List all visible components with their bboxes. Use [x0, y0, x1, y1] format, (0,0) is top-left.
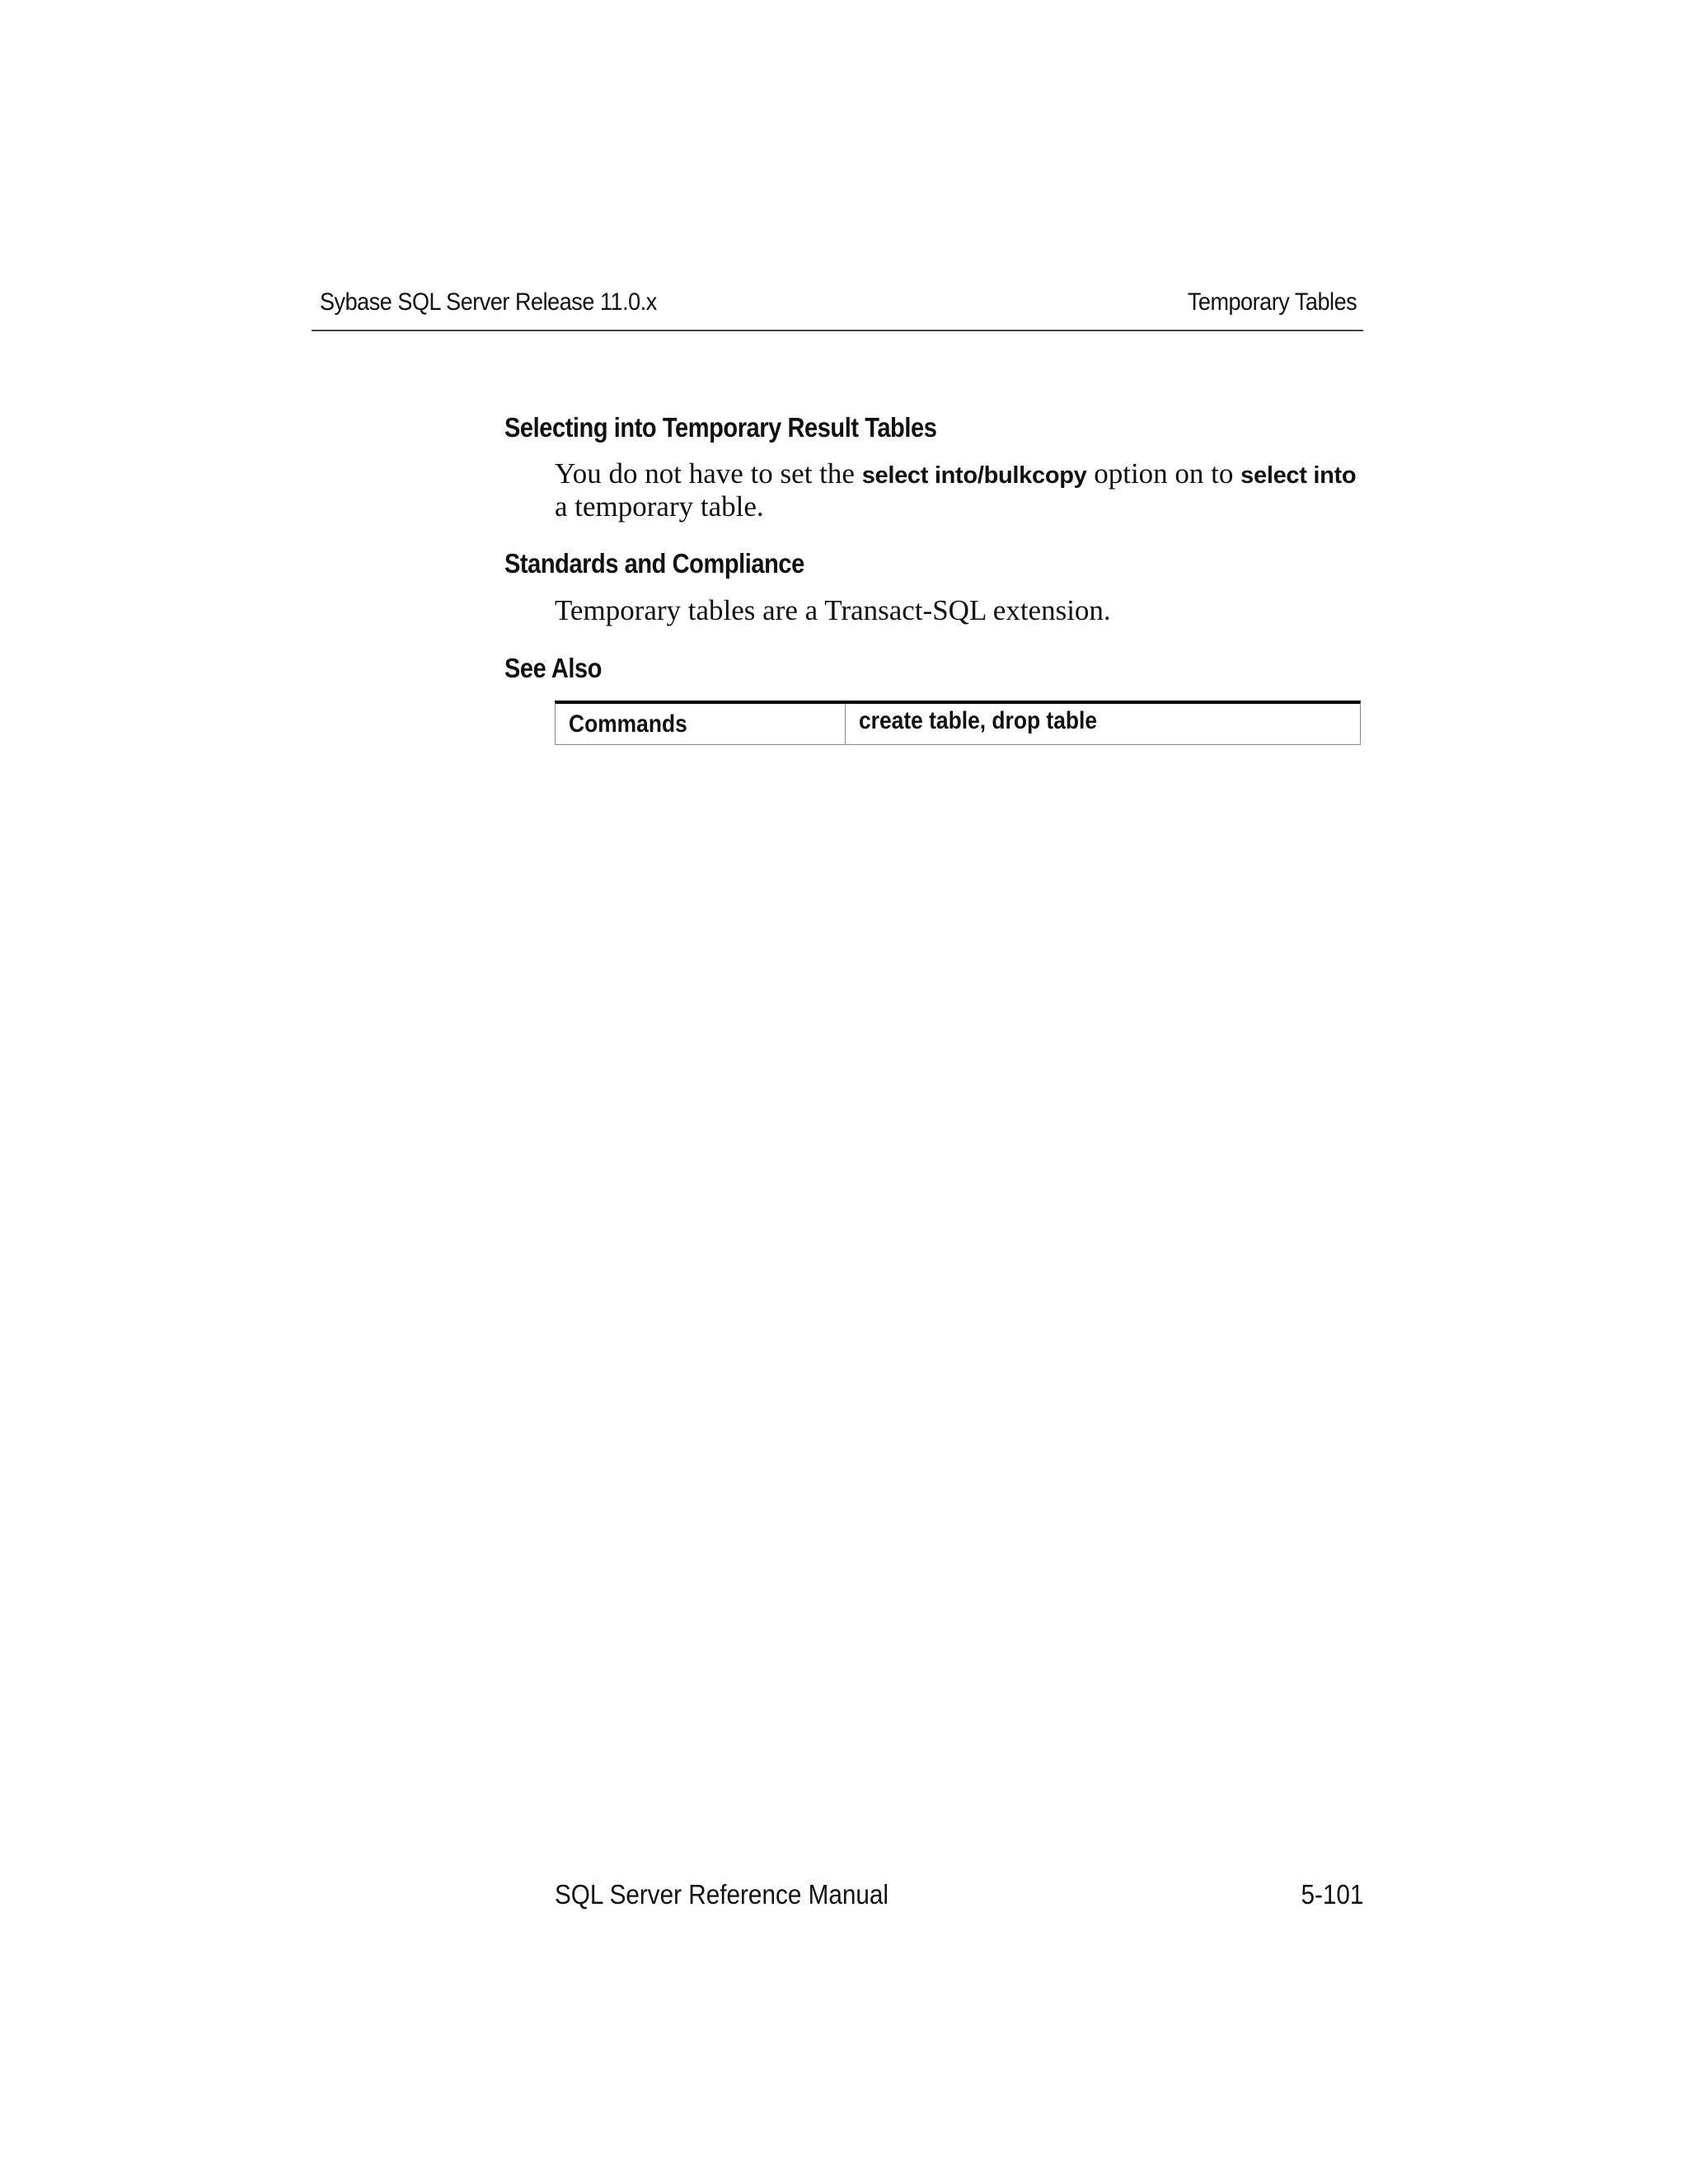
see-also-commands: create table, drop table: [859, 707, 1098, 734]
footer-manual-title: SQL Server Reference Manual: [555, 1879, 889, 1910]
paragraph-text: a temporary table.: [555, 490, 764, 523]
paragraph-standards-and-compliance: Temporary tables are a Transact-SQL extension.: [555, 594, 1111, 626]
heading-see-also: See Also: [504, 653, 603, 683]
heading-standards-and-compliance: Standards and Compliance: [504, 548, 804, 579]
footer-page-number: 5-101: [1301, 1879, 1363, 1910]
code-select-into: select into: [1240, 462, 1357, 489]
paragraph-text: You do not have to set the: [555, 457, 862, 490]
paragraph-text: option on to: [1086, 457, 1241, 490]
running-header: [312, 288, 1363, 331]
see-also-label-cell: [556, 704, 846, 744]
heading-selecting-into-temp-tables: Selecting into Temporary Result Tables: [504, 412, 937, 443]
see-also-table: [555, 701, 1361, 745]
code-select-into-bulkcopy: select into/bulkcopy: [861, 462, 1087, 489]
see-also-label: Commands: [569, 710, 687, 738]
header-release: Sybase SQL Server Release 11.0.x: [320, 288, 657, 316]
paragraph-selecting-into-temp-tables: [555, 458, 1362, 523]
see-also-value-cell: [846, 704, 1360, 744]
header-chapter-title: Temporary Tables: [1187, 288, 1357, 316]
